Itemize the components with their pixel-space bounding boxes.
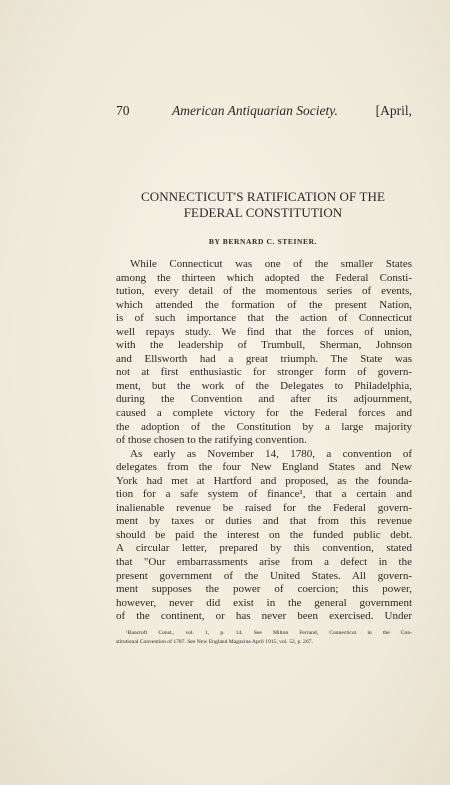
text-line: among the thirteen which adopted the Federal Consti- [116,271,412,284]
footnotes [116,629,412,646]
text-line: ment supposes the power of coercion; this power, [116,583,412,596]
text-line: which attended the formation of the present Nation, [116,298,412,311]
text-line: the adoption of the Constitution by a large majority [116,420,412,433]
text-line: with the leadership of Trumbull, Sherman, Johnson [116,339,412,352]
text-line: tion for a safe system of finance¹, that a certain and [116,488,412,501]
issue-month: [April, [375,103,412,118]
title-line: FEDERAL CONSTITUTION [183,205,343,220]
article-body [116,258,412,624]
running-header [116,103,412,119]
text-line: should be paid the interest on the funded public debt. [116,528,412,541]
text-line: of the continent, or has never been exercised. Under [116,610,412,623]
text-line: As early as November 14, 1780, a convention of [130,447,412,460]
text-line: present government of the United States. All govern- [116,569,412,582]
text-line: not at first enthusiastic for stronger form of govern- [116,366,412,379]
text-line: that "Our embarrassments arise from a defect in the [116,556,412,569]
text-line: is of such importance that the action of Connecticut [116,312,412,325]
footnote-line: stitutional Convention of 1787. See New England Magazine April 1915, vol. 52, p. 267. [116,638,313,645]
article-title [110,189,416,221]
text-line: tution, every detail of the momentous series of events, [116,285,412,298]
title-line: CONNECTICUT'S RATIFICATION OF THE [140,189,386,204]
text-line: ment, but the work of the Delegates to Philadelphia, [116,379,412,392]
page-number: 70 [116,103,130,118]
text-line: inalienable revenue be raised for the Federal govern- [116,501,412,514]
text-line: of those chosen to the ratifying convention. [116,434,307,447]
author-byline: BY BERNARD C. STEINER. [208,237,318,246]
journal-title: American Antiquarian Society. [172,103,338,118]
text-line: A circular letter, prepared by this convention, stated [116,542,412,555]
text-line: during the Convention and after its adjournment, [116,393,412,406]
text-line: and Ellsworth had a great triumph. The State was [116,352,412,365]
text-line: delegates from the four New England States and New [116,461,412,474]
text-line: caused a complete victory for the Federal forces and [116,407,412,420]
text-line: however, never did exist in the general government [116,596,412,609]
footnote-line: ¹Bancroft Const., vol. 1, p. 14. See Milton Ferrand, Connecticut in the Con- [126,630,412,636]
text-line: well repays study. We find that the forces of union, [116,325,412,338]
text-line: ment by taxes or duties and that from this revenue [116,515,412,528]
text-line: While Connecticut was one of the smaller States [130,258,412,270]
text-line: York had met at Hartford and proposed, as the founda- [116,474,412,487]
